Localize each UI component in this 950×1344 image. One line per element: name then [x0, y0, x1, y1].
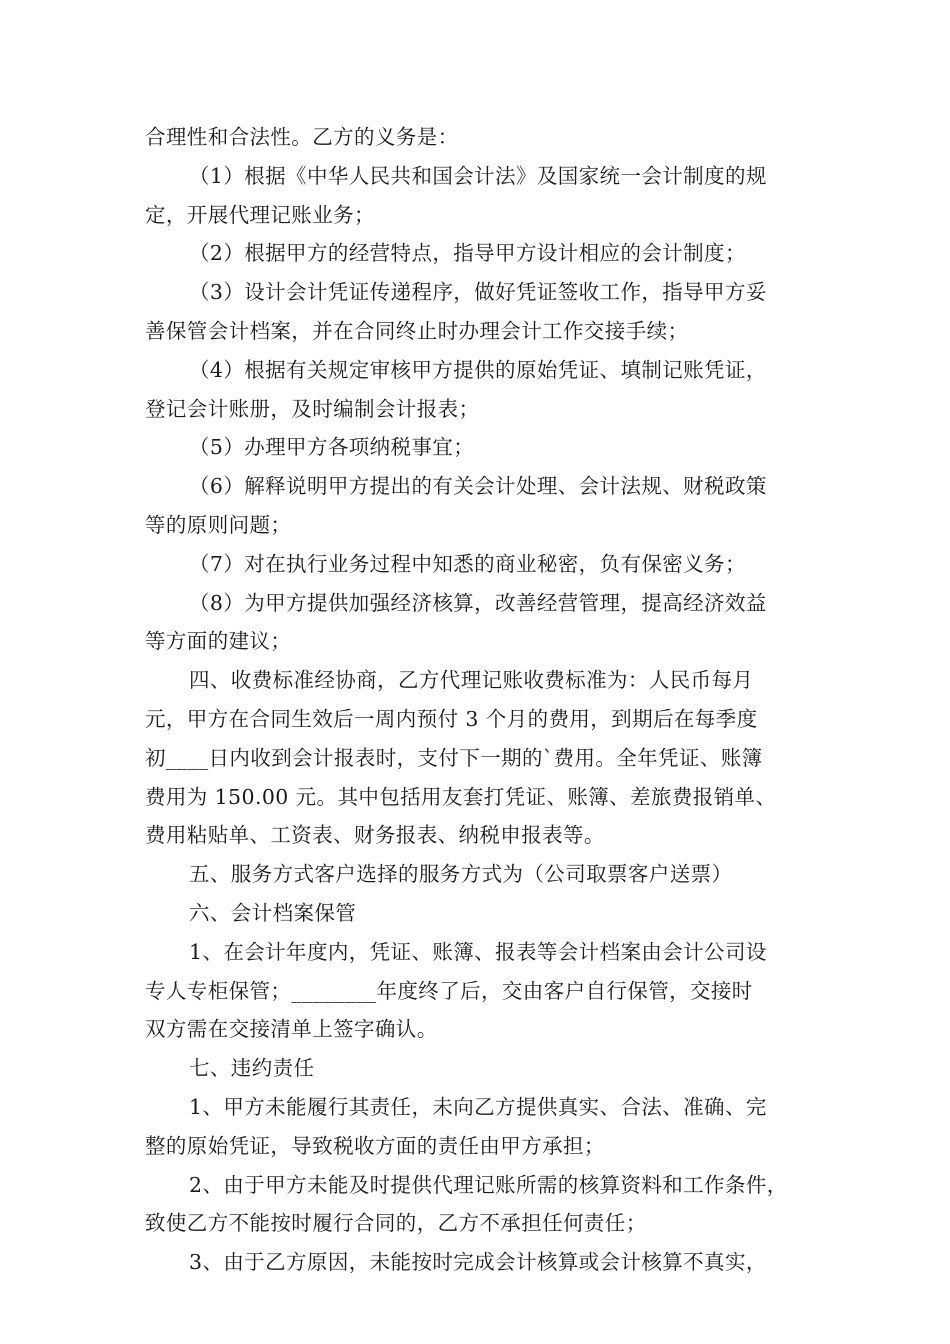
text-line: 善保管会计档案，并在合同终止时办理会计工作交接手续； [145, 318, 689, 343]
text-line: 五、服务方式客户选择的服务方式为（公司取票客户送票） [189, 862, 733, 887]
text-line: （4）根据有关规定审核甲方提供的原始凭证、填制记账凭证， [189, 357, 767, 382]
text-line: 六、会计档案保管 [189, 900, 357, 925]
text-line: （3）设计会计凭证传递程序，做好凭证签收工作，指导甲方妥 [189, 280, 767, 305]
text-line: 登记会计账册，及时编制会计报表； [145, 396, 480, 421]
text-line: 1、在会计年度内，凭证、账簿、报表等会计档案由会计公司设 [189, 939, 767, 964]
text-line: 定，开展代理记账业务； [145, 202, 375, 227]
text-line: 费用粘贴单、工资表、财务报表、纳税申报表等。 [145, 823, 605, 848]
text-line: （7）对在执行业务过程中知悉的商业秘密，负有保密义务； [189, 551, 746, 576]
text-line: 初____日内收到会计报表时，支付下一期的`费用。全年凭证、账簿 [145, 745, 763, 770]
text-line: 四、收费标准经协商，乙方代理记账收费标准为：人民币每月 [189, 668, 754, 693]
text-line: 3、由于乙方原因，未能按时完成会计核算或会计核算不真实， [189, 1250, 767, 1275]
text-line: 2、由于甲方未能及时提供代理记账所需的核算资料和工作条件， [189, 1172, 788, 1197]
text-line: 等的原则问题； [145, 512, 292, 537]
text-line: 七、违约责任 [189, 1056, 315, 1081]
text-line: 合理性和合法性。乙方的义务是： [145, 125, 459, 149]
text-line: 专人专柜保管；________年度终了后，交由客户自行保管，交接时 [145, 978, 753, 1003]
text-line: （8）为甲方提供加强经济核算，改善经营管理，提高经济效益 [189, 590, 767, 615]
text-line: （5）办理甲方各项纳税事宜； [189, 435, 475, 460]
text-line: 致使乙方不能按时履行合同的，乙方不承担任何责任； [145, 1211, 647, 1236]
text-line: 费用为 150.00 元。其中包括用友套打凭证、账簿、差旅费报销单、 [145, 784, 777, 809]
document-body [145, 118, 815, 1282]
text-line: （6）解释说明甲方提出的有关会计处理、会计法规、财税政策 [189, 474, 767, 499]
text-line: 整的原始凭证，导致税收方面的责任由甲方承担； [145, 1133, 605, 1158]
text-line: （2）根据甲方的经营特点，指导甲方设计相应的会计制度； [189, 241, 746, 266]
text-line: 等方面的建议； [145, 629, 292, 654]
text-line: （1）根据《中华人民共和国会计法》及国家统一会计制度的规 [189, 163, 767, 188]
text-line: 1、甲方未能履行其责任，未向乙方提供真实、合法、准确、完 [189, 1094, 767, 1119]
text-line: 双方需在交接清单上签字确认。 [145, 1017, 438, 1042]
text-line: 元，甲方在合同生效后一周内预付 3 个月的费用，到期后在每季度 [145, 706, 758, 731]
